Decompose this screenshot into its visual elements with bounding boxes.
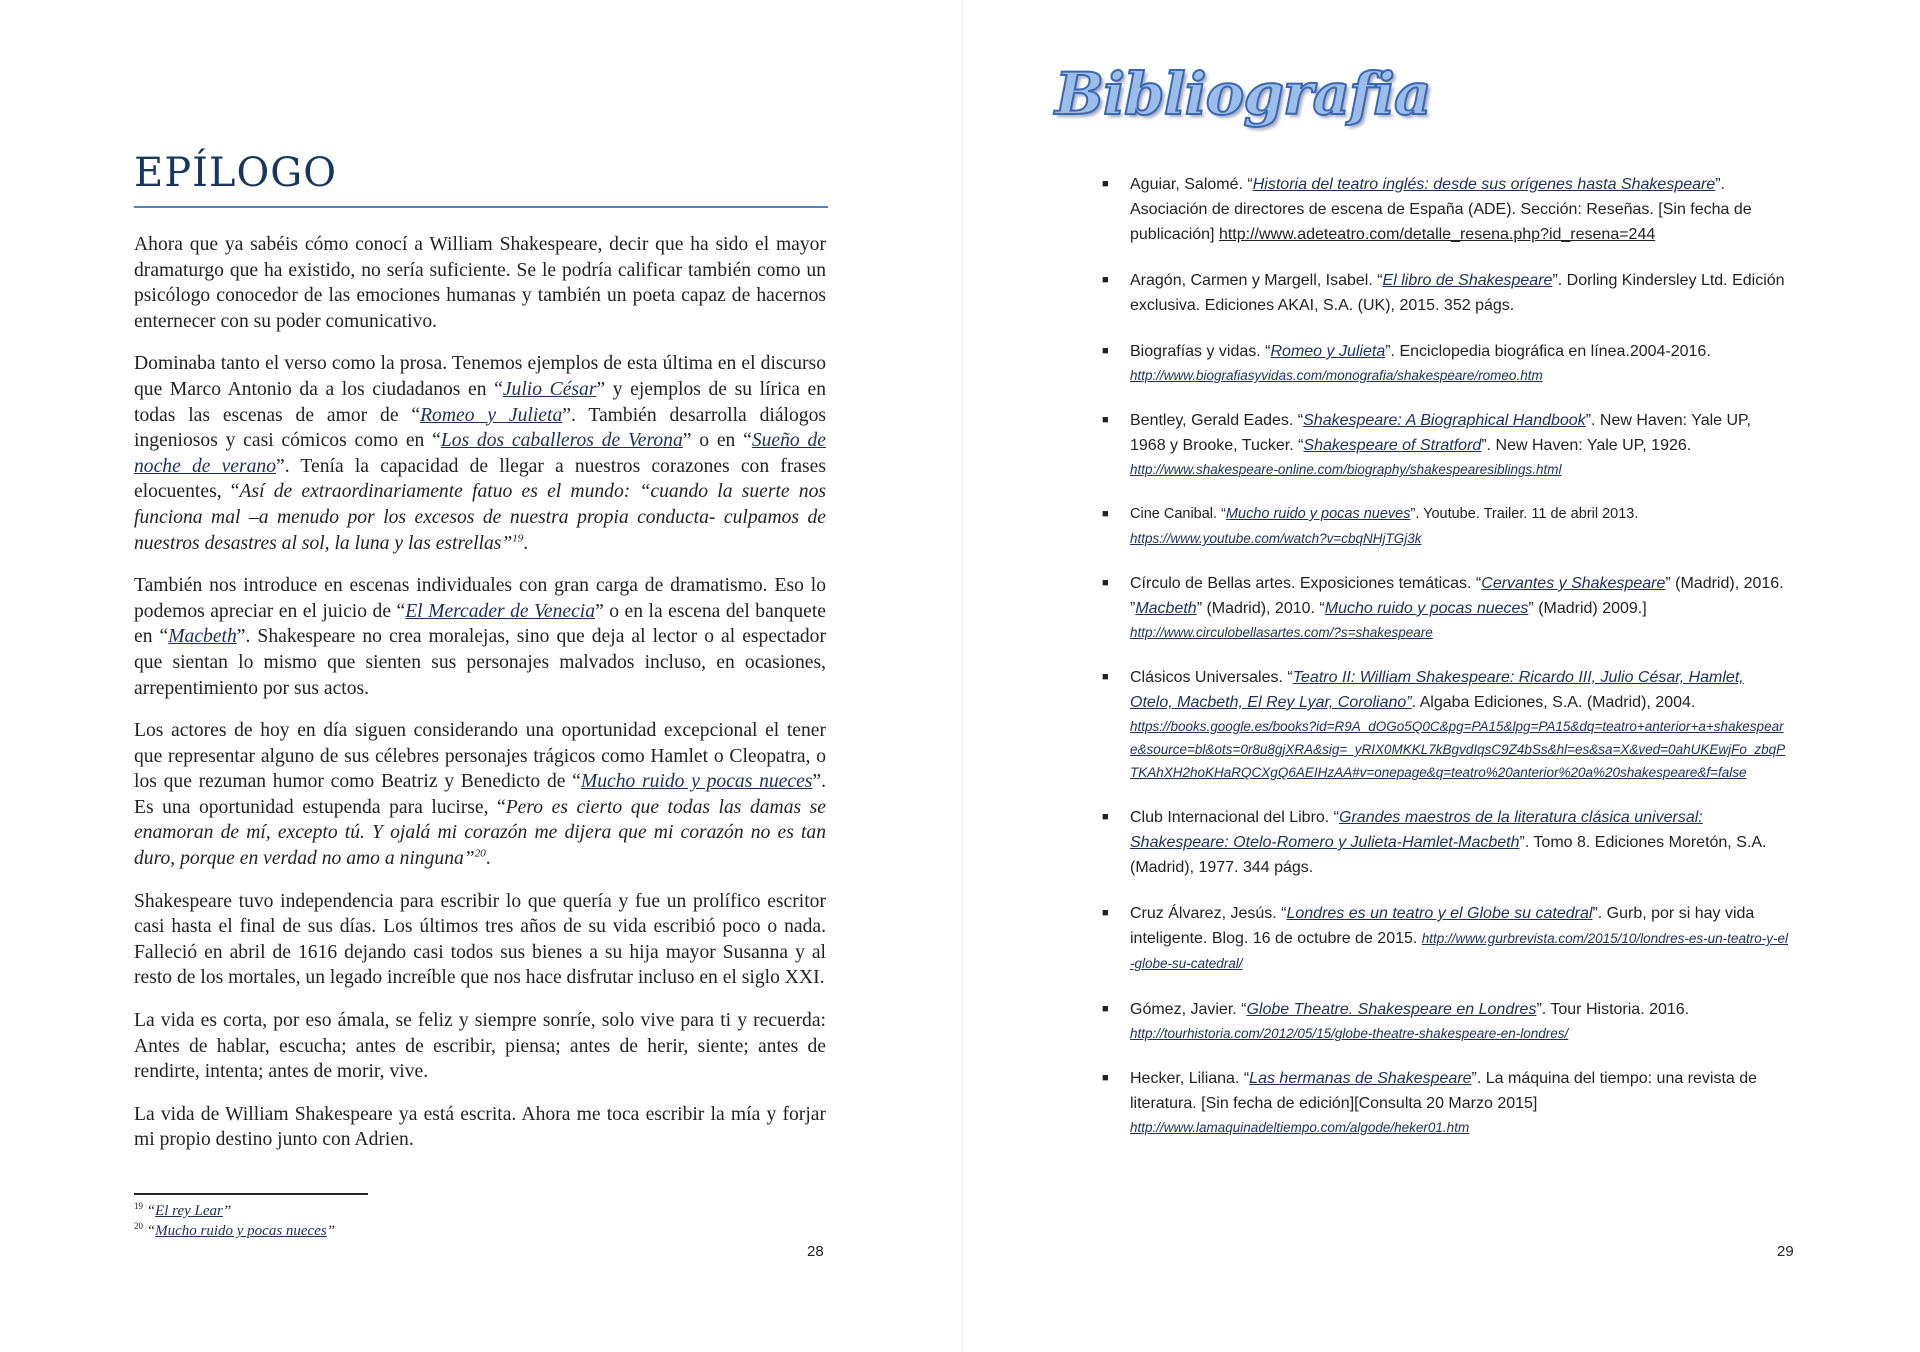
text-run: ” xyxy=(463,848,475,870)
bullet-icon: ■ xyxy=(1102,345,1109,357)
text-run: Hecker, Liliana. “ xyxy=(1130,1070,1250,1087)
bib-entry xyxy=(1102,172,1790,247)
footnote-quote-open: “ xyxy=(146,1223,156,1239)
text-run: ” o en la escena del banquete en “ xyxy=(134,600,826,648)
text-run: Aguiar, Salomé. “ xyxy=(1130,176,1253,193)
paragraph-6: La vida es corta, por eso ámala, se feliz y siempre sonríe, solo vive para ti y recuerda: Antes de hablar, escucha; antes de escribir, piensa; antes de herir, siente; antes de rendirte, intenta; antes de morir, vive. xyxy=(134,1010,826,1083)
text-run: También nos introduce en escenas individuales con gran carga de dramatismo. Eso lo podemos apreciar en el juicio de “ xyxy=(134,575,826,622)
paragraph-3 xyxy=(134,573,826,701)
text-run: ” y ejemplos de su lírica en todas las escenas de amor de “ xyxy=(134,378,826,426)
text-run: ”. Gurb, por si hay vida inteligente. Blog. 16 de octubre de 2015. xyxy=(1130,905,1755,947)
bullet-icon: ■ xyxy=(1102,907,1109,919)
footnote-link[interactable]: Mucho ruido y pocas nueces xyxy=(155,1223,327,1239)
bib-url[interactable]: http://www.lamaquinadeltiempo.com/algode/heker01.htm xyxy=(1130,1120,1470,1135)
bib-entry xyxy=(1102,339,1790,387)
link-mercader-venecia[interactable]: El Mercader de Venecia xyxy=(405,600,596,622)
text-run: Biografías y vidas. “ xyxy=(1130,343,1271,360)
bullet-icon: ■ xyxy=(1102,671,1109,683)
paragraph-5: Shakespeare tuvo independencia para escribir lo que quería y fue un prolífico escritor casi hasta el final de sus días. Los últimos tres años de su vida escribió poco o nada. Falleció en abril de 1616 dejando casi todos sus bienes a su hija mayor Susanna y al resto de los mortales, un legado increíble que nos hace disfrutar incluso en el siglo XXI. xyxy=(134,890,826,989)
text-run: ” o en “ xyxy=(682,430,752,452)
bib-entry xyxy=(1102,665,1790,784)
bib-title-link[interactable]: Historia del teatro inglés: desde sus orígenes hasta Shakespeare xyxy=(1252,176,1716,193)
text-run: . xyxy=(523,532,529,554)
footnote-19 xyxy=(134,1201,335,1221)
bib-title-link[interactable]: Mucho ruido y pocas nueves xyxy=(1225,506,1411,522)
text-run: ”. La máquina del tiempo: una revista de literatura. [Sin fecha de edición][Consulta 20 Marzo 2015] xyxy=(1130,1070,1758,1112)
bib-entry xyxy=(1102,805,1790,880)
epilogue-body xyxy=(134,232,826,1170)
text-run: ”. También desarrolla diálogos ingeniosos y casi cómicos como en “ xyxy=(134,404,826,452)
text-run: ”. Youtube. Trailer. 11 de abril 2013. xyxy=(1410,506,1639,522)
bullet-icon: ■ xyxy=(1102,414,1109,426)
text-run: Dominaba tanto el verso como la prosa. Tenemos ejemplos de esta última en el discurso que Marco Antonio da a los ciudadanos en “ xyxy=(134,353,826,400)
bullet-icon: ■ xyxy=(1102,577,1109,589)
bib-entry xyxy=(1102,997,1790,1045)
paragraph-7: La vida de William Shakespeare ya está escrita. Ahora me toca escribir la mía y forjar mi propio destino junto con Adrien. xyxy=(134,1103,826,1151)
bib-title-link[interactable]: Romeo y Julieta xyxy=(1270,343,1386,360)
text-run: Aragón, Carmen y Margell, Isabel. “ xyxy=(1130,272,1383,289)
footnote-quote-close: ” xyxy=(326,1223,336,1239)
bib-entry xyxy=(1102,901,1790,976)
quote-lear: Así de extraordinariamente fatuo es el mundo: “cuando la suerte nos funciona mal –a menudo por los excesos de nuestra propia conducta- culpamos de nuestros desastres al sol, la luna y las estrellas xyxy=(134,481,827,554)
footnote-20 xyxy=(134,1221,335,1241)
bib-entry xyxy=(1102,502,1790,550)
text-run: Clásicos Universales. “ xyxy=(1130,669,1293,686)
text-run: Gómez, Javier. “ xyxy=(1130,1001,1247,1018)
footnote-ref-20[interactable]: 20 xyxy=(474,847,486,860)
bib-title-link[interactable]: El libro de Shakespeare xyxy=(1382,272,1553,289)
bibliography-title: Bibliografia xyxy=(1055,60,1431,128)
link-sueno-noche-verano[interactable]: Sueño de noche de verano xyxy=(134,430,826,477)
footnote-link[interactable]: El rey Lear xyxy=(155,1203,223,1219)
text-run: Cine Canibal. “ xyxy=(1130,506,1226,522)
text-run: . xyxy=(485,848,491,870)
quote-benedicto: Pero es cierto que todas las damas se enamoran de mí, excepto tú. Y ojalá mi corazón me dijera que mi corazón no es tan duro, porque en verdad no amo a ninguna xyxy=(134,796,826,870)
link-romeo-y-julieta[interactable]: Romeo y Julieta xyxy=(420,404,563,426)
text-run: ”. Tomo 8. Ediciones Moretón, S.A. (Madrid), 1977. 344 págs. xyxy=(1130,834,1767,876)
text-run: ”. Shakespeare no crea moralejas, sino que deja al lector o al espectador que sientan lo mismo que sienten sus personajes malvados incluso, en ocasiones, arrepentimiento por sus actos. xyxy=(134,626,827,699)
text-run: Bentley, Gerald Eades. “ xyxy=(1130,412,1304,429)
bib-entry xyxy=(1102,268,1790,318)
footnote-ref-19[interactable]: 19 xyxy=(512,532,524,544)
title-underline xyxy=(134,206,828,208)
paragraph-1: Ahora que ya sabéis cómo conocí a William Shakespeare, decir que ha sido el mayor dramaturgo que ha existido, no sería suficiente. Se le podría calificar también como un psicólogo conocedor de las emociones humanas y también un poeta capaz de hacernos enternecer con su poder comunicativo. xyxy=(134,234,826,332)
bib-title-link[interactable]: Globe Theatre. Shakespeare en Londres xyxy=(1246,1001,1537,1018)
bullet-icon: ■ xyxy=(1102,274,1109,286)
text-run: Cruz Álvarez, Jesús. “ xyxy=(1130,905,1287,922)
bib-url[interactable]: http://www.gurbrevista.com/2015/10/londres-es-un-teatro-y-el-globe-su-catedral/ xyxy=(1130,931,1788,971)
footnote-number: 20 xyxy=(134,1221,143,1231)
page-title: EPÍLOGO xyxy=(134,150,338,196)
bib-title-link[interactable]: Macbeth xyxy=(1135,600,1197,617)
page-number: 28 xyxy=(807,1243,824,1260)
bib-entry xyxy=(1102,408,1790,481)
text-run: Círculo de Bellas artes. Exposiciones temáticas. “ xyxy=(1130,575,1482,592)
bib-title-link[interactable]: Londres es un teatro y el Globe su catedral xyxy=(1286,905,1593,922)
page-number: 29 xyxy=(1777,1243,1794,1260)
footnote-quote-close: ” xyxy=(222,1203,232,1219)
link-mucho-ruido[interactable]: Mucho ruido y pocas nueces xyxy=(580,771,813,793)
bib-title-link[interactable]: Shakespeare of Stratford xyxy=(1303,437,1482,454)
footnotes xyxy=(134,1201,335,1241)
text-run: ”. New Haven: Yale UP, 1926. xyxy=(1481,437,1692,454)
link-dos-caballeros[interactable]: Los dos caballeros de Verona xyxy=(440,430,683,452)
bib-title-link[interactable]: Las hermanas de Shakespeare xyxy=(1249,1070,1472,1087)
link-macbeth[interactable]: Macbeth xyxy=(168,626,237,648)
bib-url[interactable]: http://www.circulobellasartes.com/?s=shakespeare xyxy=(1130,625,1433,640)
bib-url[interactable]: https://books.google.es/books?id=R9A_dOGo5Q0C&pg=PA15&lpg=PA15&dq=teatro+anterior+a+shakespeare&source=bl&ots=0r8u8gjXRA&sig=_yRIX0MKKL7kBgvdIqsC9Z4bSs&hl=es&sa=X&ved=0ahUKEwjFo_zbqPTKAhXH2hoKHaRQCXgQ6AEIHzAA#v=onepage&q=teatro%20anterior%20a%20shakespeare&f=false xyxy=(1130,719,1786,780)
footnote-separator xyxy=(134,1193,368,1195)
bib-title-link[interactable]: Shakespeare: A Biographical Handbook xyxy=(1303,412,1586,429)
bib-title-link[interactable]: Cervantes y Shakespeare xyxy=(1481,575,1666,592)
text-run: ”. Asociación de directores de escena de España (ADE). Sección: Reseñas. [Sin fecha de publicación] xyxy=(1130,176,1752,243)
text-run: Los actores de hoy en día siguen considerando una oportunidad excepcional el tener que representar alguno de sus célebres personajes trágicos como Hamlet o Cleopatra, o los que rezuman humor como Beatriz y Benedicto de “ xyxy=(134,720,826,793)
paragraph-4 xyxy=(134,718,826,872)
bib-url[interactable]: http://www.shakespeare-online.com/biography/shakespearesiblings.html xyxy=(1130,462,1562,477)
text-run: ”. Tenía la capacidad de llegar a nuestros corazones con frases elocuentes, “ xyxy=(134,455,826,503)
bib-title-link[interactable]: Grandes maestros de la literatura clásica universal: Shakespeare: Otelo-Romero y Julieta-Hamlet-Macbeth xyxy=(1130,809,1703,851)
bib-url[interactable]: http://www.adeteatro.com/detalle_resena.php?id_resena=244 xyxy=(1218,226,1656,243)
text-run: ”. Tour Historia. 2016. xyxy=(1536,1001,1690,1018)
bullet-icon: ■ xyxy=(1102,1072,1109,1084)
bullet-icon: ■ xyxy=(1102,1003,1109,1015)
bib-title-link[interactable]: Mucho ruido y pocas nueces xyxy=(1324,600,1529,617)
paragraph-2 xyxy=(134,351,826,556)
text-run: ” (Madrid), 2016. ” xyxy=(1130,575,1784,617)
bibliography-list xyxy=(1102,172,1790,1160)
text-run: Club Internacional del Libro. “ xyxy=(1130,809,1340,826)
bib-title-link[interactable]: Teatro II: William Shakespeare: Ricardo III, Julio César, Hamlet, Otelo, Macbeth, El Rey Lyar, Coroliano” xyxy=(1130,669,1744,711)
text-run: ”. New Haven: Yale UP, 1968 y Brooke, Tucker. “ xyxy=(1130,412,1752,454)
text-run: ” (Madrid) 2009.] xyxy=(1528,600,1647,617)
text-run: ”. Es una oportunidad estupenda para lucirse, “ xyxy=(134,771,826,818)
bullet-icon: ■ xyxy=(1102,178,1109,190)
bib-url[interactable]: https://www.youtube.com/watch?v=cbqNHjTGj3k xyxy=(1130,531,1422,546)
bib-entry xyxy=(1102,571,1790,644)
bullet-icon: ■ xyxy=(1102,811,1109,823)
text-run: ” xyxy=(501,532,513,554)
footnote-quote-open: “ xyxy=(146,1203,156,1219)
bib-url[interactable]: http://www.biografiasyvidas.com/monografia/shakespeare/romeo.htm xyxy=(1130,368,1543,383)
text-run: ”. Enciclopedia biográfica en línea.2004-2016. xyxy=(1385,343,1711,360)
text-run: ” (Madrid), 2010. “ xyxy=(1196,600,1325,617)
link-julio-cesar[interactable]: Julio César xyxy=(502,378,597,400)
bullet-icon: ■ xyxy=(1102,508,1109,520)
text-run: ”. Dorling Kindersley Ltd. Edición exclusiva. Ediciones AKAI, S.A. (UK), 2015. 352 págs. xyxy=(1130,272,1785,314)
text-run: . Algaba Ediciones, S.A. (Madrid), 2004. xyxy=(1411,694,1696,711)
bib-url[interactable]: http://tourhistoria.com/2012/05/15/globe-theatre-shakespeare-en-londres/ xyxy=(1130,1026,1569,1041)
bib-entry xyxy=(1102,1066,1790,1139)
footnote-number: 19 xyxy=(134,1201,143,1211)
